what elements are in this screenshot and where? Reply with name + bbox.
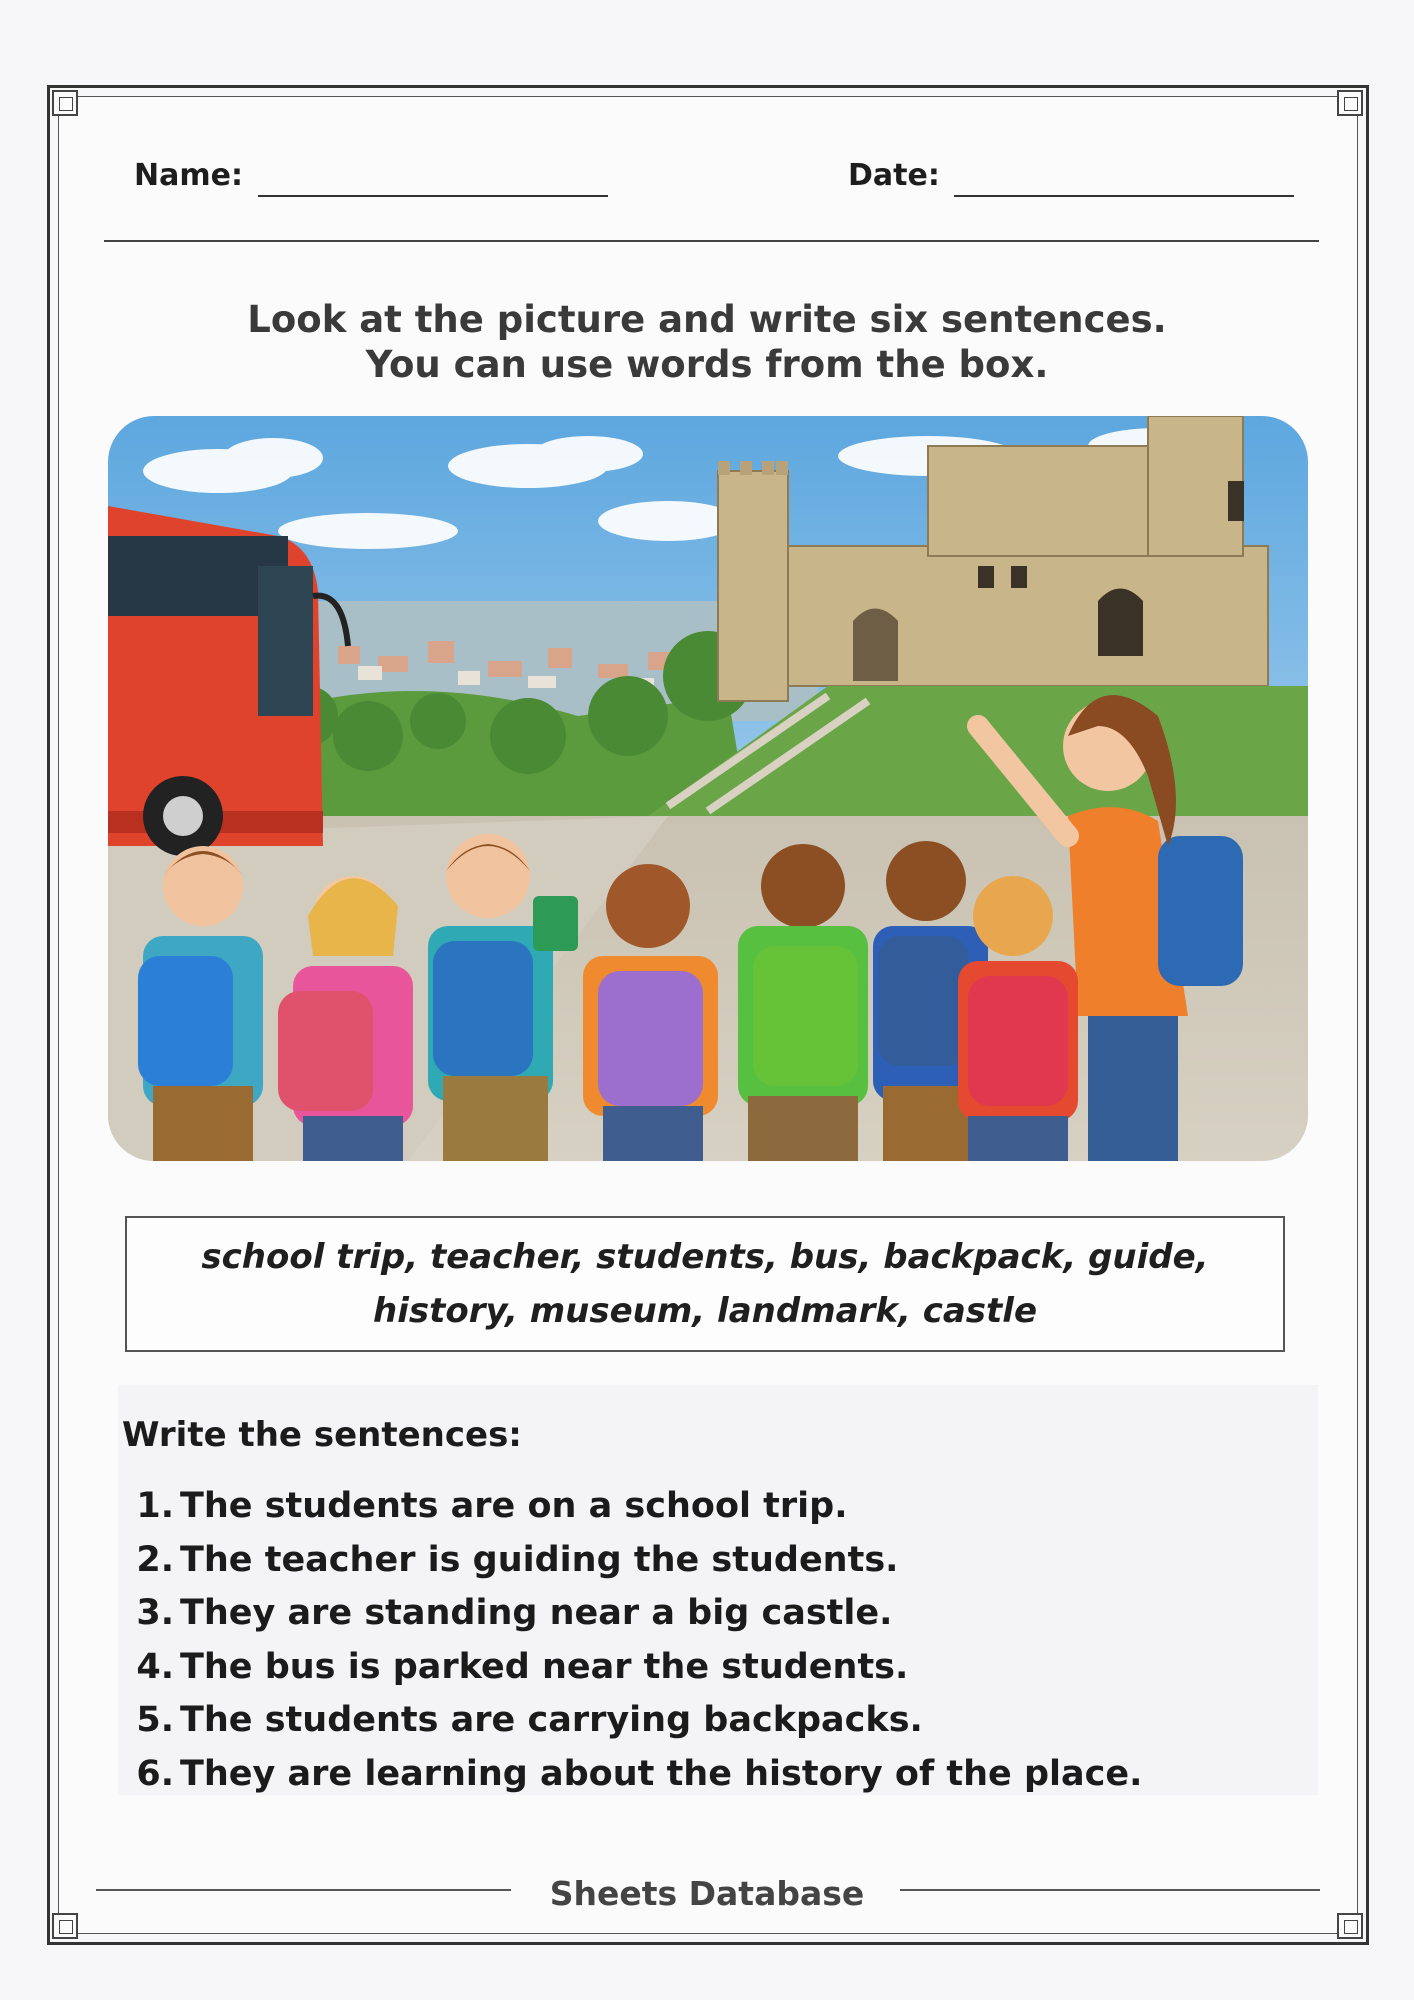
sentence-text: The bus is parked near the students. <box>180 1647 909 1687</box>
sentence-number: 4. <box>136 1647 174 1687</box>
sentence-item <box>128 1754 1142 1794</box>
sentence-text: The teacher is guiding the students. <box>180 1540 899 1580</box>
instructions-line-2: You can use words from the box. <box>365 343 1049 386</box>
sentence-number: 6. <box>136 1754 174 1794</box>
sentence-item <box>128 1700 923 1740</box>
sentence-number: 3. <box>136 1593 174 1633</box>
sentence-item <box>128 1486 848 1526</box>
word-bank-box <box>125 1216 1285 1352</box>
illustration-graphic <box>108 416 1308 1161</box>
instructions <box>130 297 1284 387</box>
instructions-line-1: Look at the picture and write six sentences. <box>247 298 1167 341</box>
sentence-number: 5. <box>136 1700 174 1740</box>
sentences-title: Write the sentences: <box>122 1415 522 1455</box>
sentence-text: The students are carrying backpacks. <box>180 1700 923 1740</box>
sentence-item <box>128 1593 892 1633</box>
name-field[interactable] <box>258 195 608 197</box>
corner-ornament <box>1337 90 1363 116</box>
corner-ornament <box>1337 1913 1363 1939</box>
corner-ornament <box>52 90 78 116</box>
sentence-text: They are standing near a big castle. <box>180 1593 893 1633</box>
corner-ornament <box>52 1913 78 1939</box>
sentence-text: They are learning about the history of the place. <box>180 1754 1143 1794</box>
word-bank-line-1: school trip, teacher, students, bus, backpack, guide, <box>201 1237 1209 1277</box>
word-bank-line-2: history, museum, landmark, castle <box>372 1291 1037 1331</box>
footer-rule-right <box>900 1889 1320 1891</box>
sentence-number: 1. <box>136 1486 174 1526</box>
date-field[interactable] <box>954 195 1294 197</box>
sentence-item <box>128 1540 898 1580</box>
school-trip-illustration <box>108 416 1308 1161</box>
sentence-number: 2. <box>136 1540 174 1580</box>
footer-rule-left <box>96 1889 511 1891</box>
name-label: Name: <box>134 158 243 193</box>
date-label: Date: <box>848 158 940 193</box>
sentence-item <box>128 1647 908 1687</box>
footer-brand: Sheets Database <box>549 1874 865 1913</box>
sentence-text: The students are on a school trip. <box>180 1486 848 1526</box>
header-divider <box>104 240 1319 242</box>
